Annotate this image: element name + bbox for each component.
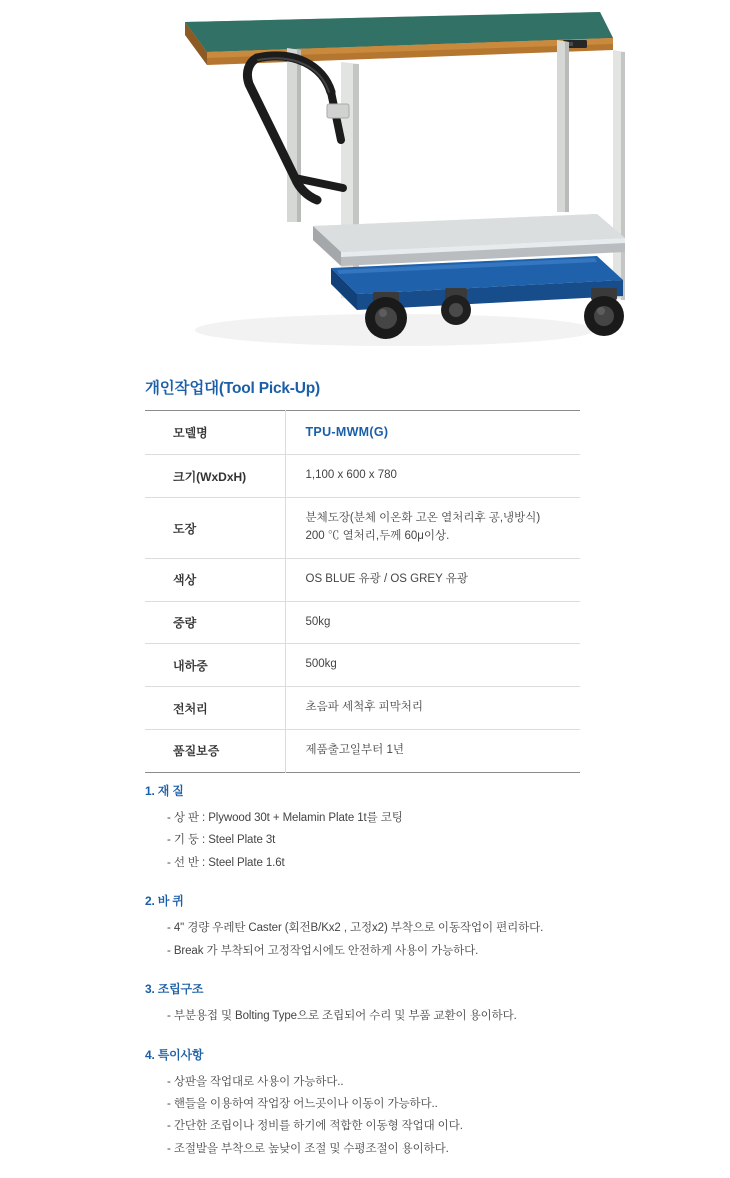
spec-label: 모델명 xyxy=(145,411,285,455)
feature-block xyxy=(145,980,665,1027)
spec-value: 1,100 x 600 x 780 xyxy=(305,469,397,482)
feature-heading: 2. 바 퀴 xyxy=(145,894,184,909)
feature-heading: 1. 재 질 xyxy=(145,784,184,798)
feature-item: - 상판을 작업대로 사용이 가능하다.. xyxy=(167,1075,344,1088)
spec-value: 초음파 세척후 피막처리 xyxy=(305,701,423,714)
table-row xyxy=(145,644,580,687)
spec-table xyxy=(145,410,580,773)
workbench-illustration xyxy=(145,0,625,362)
feature-item: - 상 판 : Plywood 30t + Melamin Plate 1t를 코팅 xyxy=(167,812,403,824)
spec-label: 중량 xyxy=(145,601,285,644)
spec-value: OS BLUE 유광 / OS GREY 유광 xyxy=(305,572,468,585)
spec-value: 500kg xyxy=(305,658,337,671)
table-row xyxy=(145,601,580,644)
features-section xyxy=(145,782,665,1178)
table-row xyxy=(145,498,580,559)
feature-item: - 선 반 : Steel Plate 1.6t xyxy=(167,856,285,869)
spec-label: 전처리 xyxy=(145,687,285,730)
spec-label: 크기(WxDxH) xyxy=(145,455,285,498)
feature-block xyxy=(145,892,665,962)
spec-value: 분체도장(분체 이온화 고온 열처리후 공,냉방식) 200 ℃ 열처리,두께 60μ이상. xyxy=(305,512,541,542)
table-row xyxy=(145,455,580,498)
table-row xyxy=(145,411,580,455)
table-row xyxy=(145,687,580,730)
feature-block xyxy=(145,782,665,874)
spec-label: 내하중 xyxy=(145,644,285,687)
product-image xyxy=(145,0,625,362)
feature-item: - 조절발을 부착으로 높낮이 조절 및 수평조절이 용이하다. xyxy=(167,1142,449,1155)
feature-item: - 부분용접 및 Bolting Type으로 조립되어 수리 및 부품 교환이 용이하다. xyxy=(167,1010,517,1023)
table-row xyxy=(145,730,580,773)
spec-label: 품질보증 xyxy=(145,730,285,773)
feature-item: - 핸들을 이용하여 작업장 어느곳이나 이동이 가능하다.. xyxy=(167,1097,438,1110)
feature-item: - Break 가 부착되어 고정작업시에도 안전하게 사용이 가능하다. xyxy=(167,944,479,957)
spec-table-body xyxy=(145,411,580,773)
feature-heading: 3. 조립구조 xyxy=(145,982,204,997)
spec-label: 도장 xyxy=(145,498,285,559)
feature-item: - 4" 경량 우레탄 Caster (회전B/Kx2 , 고정x2) 부착으로 이동작업이 편리하다. xyxy=(167,922,544,935)
page-title: 개인작업대(Tool Pick-Up) xyxy=(145,380,320,397)
feature-item: - 간단한 조립이나 정비를 하기에 적합한 이동형 작업대 이다. xyxy=(167,1120,463,1133)
table-row xyxy=(145,558,580,601)
spec-value: TPU-MWM(G) xyxy=(305,425,389,439)
feature-heading: 4. 특이사항 xyxy=(145,1047,204,1062)
feature-block xyxy=(145,1046,665,1161)
spec-value: 제품출고일부터 1년 xyxy=(305,744,404,757)
feature-item: - 기 둥 : Steel Plate 3t xyxy=(167,834,276,847)
spec-label: 색상 xyxy=(145,558,285,601)
spec-value: 50kg xyxy=(305,615,331,628)
